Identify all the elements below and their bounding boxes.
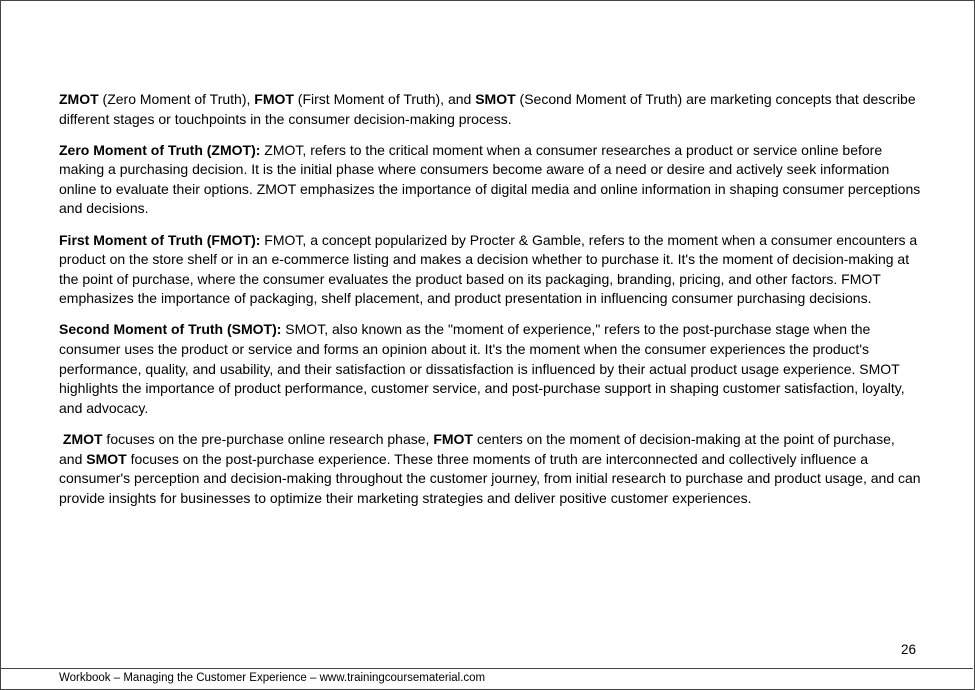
summary-zmot-term: ZMOT (62, 430, 103, 447)
intro-text-3: (Second Moment of Truth) are marketing concepts that describe different stages or touchpoints in the consumer decision-making process. (59, 91, 916, 127)
summary-smot-term: SMOT (86, 450, 127, 467)
intro-text-1: (Zero Moment of Truth), (98, 91, 255, 107)
zmot-heading: Zero Moment of Truth (ZMOT): (59, 141, 261, 158)
footer-text: Workbook – Managing the Customer Experience – www.trainingcoursematerial.com (59, 672, 486, 684)
page-number: 26 (900, 642, 916, 657)
summary-text-2: centers on the moment of decision-making at the point of purchase, and (59, 430, 895, 467)
intro-paragraph (59, 90, 921, 129)
document-body (59, 90, 921, 520)
summary-paragraph (59, 430, 921, 508)
smot-body: SMOT, also known as the "moment of experience," refers to the post-purchase stage when the consumer uses the product or service and forms an opinion about it. It's the moment when the consumer experiences the product's performance, quality, and usability, and their satisfaction or dissatisfaction is influenced by their actual product usage experience. SMOT highlights the importance of product performance, customer service, and post-purchase support in shaping customer satisfaction, loyalty, and advocacy. (59, 321, 905, 416)
footer-divider (0, 668, 973, 669)
summary-text-1: focuses on the pre-purchase online research phase, (102, 430, 434, 447)
zmot-body: ZMOT, refers to the critical moment when a consumer researches a product or service online before making a purchasing decision. It is the initial phase where consumers become aware of a need or desire and actively seek information online to evaluate their options. ZMOT emphasizes the importance of digital media and online information in shaping consumer perceptions and decisions. (59, 141, 921, 217)
intro-zmot-term: ZMOT (59, 91, 99, 107)
intro-fmot-term: FMOT (254, 91, 294, 107)
fmot-heading: First Moment of Truth (FMOT): (59, 231, 261, 248)
intro-text-2: (First Moment of Truth), and (293, 91, 476, 107)
zmot-paragraph (59, 141, 921, 219)
fmot-paragraph (59, 231, 921, 309)
fmot-body: FMOT, a concept popularized by Procter & Gamble, refers to the moment when a consumer encounters a product on the store shelf or in an e-commerce listing and makes a decision whether to purchase it. It's the moment of decision-making at the point of purchase, where the consumer evaluates the product based on its packaging, branding, pricing, and other factors. FMOT emphasizes the importance of packaging, shelf placement, and product presentation in influencing consumer purchasing decisions. (59, 231, 918, 307)
smot-paragraph (59, 320, 921, 418)
intro-smot-term: SMOT (475, 91, 516, 107)
summary-text-3: focuses on the post-purchase experience. These three moments of truth are interconnected and collectively influence a consumer's perception and decision-making throughout the customer journey, from initial research to purchase and product usage, and can provide insights for businesses to optimize their marketing strategies and deliver positive customer experiences. (59, 450, 921, 506)
summary-fmot-term: FMOT (433, 430, 473, 447)
smot-heading: Second Moment of Truth (SMOT): (59, 321, 282, 338)
